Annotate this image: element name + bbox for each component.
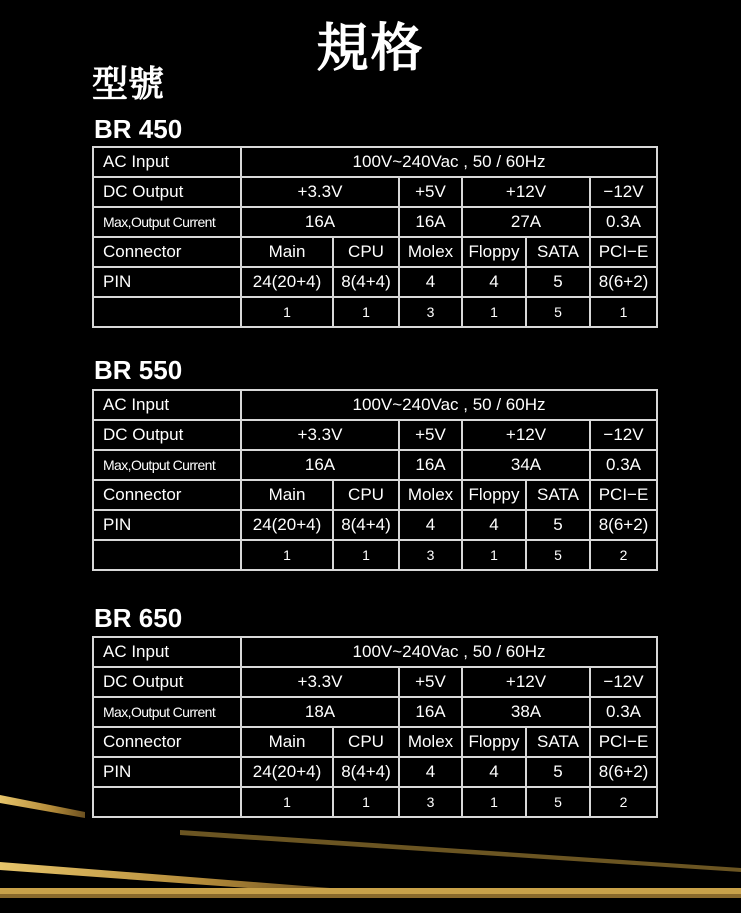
- connector-count: 1: [462, 297, 526, 327]
- row-label-max-current: Max,Output Current: [93, 450, 241, 480]
- connector-pins: 4: [462, 510, 526, 540]
- connector-pins: 5: [526, 267, 590, 297]
- rail-current: 27A: [462, 207, 590, 237]
- connector-count: 2: [590, 787, 657, 817]
- rail-current: 16A: [399, 450, 462, 480]
- page-title: 規格: [316, 19, 425, 79]
- connector-pins: 24(20+4): [241, 510, 333, 540]
- table-row: [93, 540, 657, 570]
- rail-voltage: −12V: [590, 177, 657, 207]
- connector-name: Floppy: [462, 480, 526, 510]
- row-label-connector: Connector: [93, 727, 241, 757]
- connector-count: 1: [462, 787, 526, 817]
- connector-pins: 4: [399, 510, 462, 540]
- connector-count: 3: [399, 540, 462, 570]
- rail-current: 16A: [399, 207, 462, 237]
- spec-table: [92, 389, 658, 571]
- rail-voltage: +12V: [462, 420, 590, 450]
- connector-pins: 24(20+4): [241, 267, 333, 297]
- connector-pins: 8(4+4): [333, 510, 399, 540]
- table-row: [93, 147, 657, 177]
- rail-current: 18A: [241, 697, 399, 727]
- connector-name: Floppy: [462, 237, 526, 267]
- connector-count: 1: [333, 297, 399, 327]
- row-label-dc-output: DC Output: [93, 177, 241, 207]
- table-row: [93, 757, 657, 787]
- table-row: [93, 697, 657, 727]
- spec-table: [92, 146, 658, 328]
- connector-name: CPU: [333, 727, 399, 757]
- row-label-empty: [93, 297, 241, 327]
- gold-stripe: [180, 830, 741, 872]
- connector-name: Main: [241, 237, 333, 267]
- connector-pins: 8(4+4): [333, 757, 399, 787]
- row-label-connector: Connector: [93, 480, 241, 510]
- ac-input-value: 100V~240Vac , 50 / 60Hz: [241, 637, 657, 667]
- row-label-empty: [93, 540, 241, 570]
- table-row: [93, 177, 657, 207]
- rail-voltage: +3.3V: [241, 667, 399, 697]
- table-row: [93, 207, 657, 237]
- ac-input-value: 100V~240Vac , 50 / 60Hz: [241, 390, 657, 420]
- table-row: [93, 787, 657, 817]
- connector-pins: 8(6+2): [590, 267, 657, 297]
- connector-count: 1: [462, 540, 526, 570]
- table-row: [93, 267, 657, 297]
- rail-current: 0.3A: [590, 697, 657, 727]
- row-label-ac-input: AC Input: [93, 390, 241, 420]
- row-label-pin: PIN: [93, 757, 241, 787]
- gold-band: [0, 894, 741, 898]
- connector-pins: 8(6+2): [590, 757, 657, 787]
- rail-current: 38A: [462, 697, 590, 727]
- table-row: [93, 637, 657, 667]
- row-label-max-current: Max,Output Current: [93, 207, 241, 237]
- rail-current: 16A: [241, 207, 399, 237]
- rail-current: 16A: [399, 697, 462, 727]
- connector-count: 1: [241, 297, 333, 327]
- rail-voltage: +3.3V: [241, 420, 399, 450]
- row-label-max-current: Max,Output Current: [93, 697, 241, 727]
- rail-voltage: +5V: [399, 177, 462, 207]
- row-label-dc-output: DC Output: [93, 667, 241, 697]
- rail-voltage: +12V: [462, 177, 590, 207]
- connector-pins: 5: [526, 757, 590, 787]
- connector-name: CPU: [333, 480, 399, 510]
- table-row: [93, 727, 657, 757]
- connector-name: SATA: [526, 480, 590, 510]
- connector-name: Molex: [399, 237, 462, 267]
- connector-name: Molex: [399, 480, 462, 510]
- table-row: [93, 667, 657, 697]
- connector-name: Molex: [399, 727, 462, 757]
- table-row: [93, 390, 657, 420]
- ac-input-value: 100V~240Vac , 50 / 60Hz: [241, 147, 657, 177]
- rail-voltage: +5V: [399, 420, 462, 450]
- model-name: BR 550: [94, 355, 183, 385]
- gold-band: [0, 888, 741, 894]
- table-row: [93, 237, 657, 267]
- table-row: [93, 450, 657, 480]
- connector-count: 1: [241, 787, 333, 817]
- gold-stripe: [0, 862, 330, 894]
- rail-voltage: +5V: [399, 667, 462, 697]
- row-label-pin: PIN: [93, 267, 241, 297]
- connector-count: 3: [399, 787, 462, 817]
- connector-name: PCI−E: [590, 727, 657, 757]
- connector-count: 1: [590, 297, 657, 327]
- connector-count: 1: [333, 787, 399, 817]
- connector-pins: 24(20+4): [241, 757, 333, 787]
- rail-voltage: −12V: [590, 667, 657, 697]
- connector-name: SATA: [526, 727, 590, 757]
- connector-name: SATA: [526, 237, 590, 267]
- spec-table: [92, 636, 658, 818]
- connector-pins: 5: [526, 510, 590, 540]
- connector-pins: 4: [399, 757, 462, 787]
- connector-count: 5: [526, 540, 590, 570]
- rail-voltage: −12V: [590, 420, 657, 450]
- row-label-pin: PIN: [93, 510, 241, 540]
- row-label-empty: [93, 787, 241, 817]
- row-label-dc-output: DC Output: [93, 420, 241, 450]
- connector-count: 1: [241, 540, 333, 570]
- table-row: [93, 510, 657, 540]
- connector-pins: 4: [462, 267, 526, 297]
- connector-pins: 4: [462, 757, 526, 787]
- connector-count: 2: [590, 540, 657, 570]
- connector-count: 5: [526, 297, 590, 327]
- rail-current: 0.3A: [590, 450, 657, 480]
- table-row: [93, 420, 657, 450]
- connector-count: 5: [526, 787, 590, 817]
- table-row: [93, 480, 657, 510]
- connector-name: Main: [241, 727, 333, 757]
- rail-voltage: +12V: [462, 667, 590, 697]
- connector-pins: 4: [399, 267, 462, 297]
- connector-name: Floppy: [462, 727, 526, 757]
- rail-current: 16A: [241, 450, 399, 480]
- connector-name: Main: [241, 480, 333, 510]
- connector-count: 3: [399, 297, 462, 327]
- connector-count: 1: [333, 540, 399, 570]
- connector-pins: 8(4+4): [333, 267, 399, 297]
- row-label-ac-input: AC Input: [93, 637, 241, 667]
- table-row: [93, 297, 657, 327]
- rail-voltage: +3.3V: [241, 177, 399, 207]
- model-name: BR 450: [94, 114, 183, 144]
- connector-pins: 8(6+2): [590, 510, 657, 540]
- connector-name: PCI−E: [590, 237, 657, 267]
- rail-current: 34A: [462, 450, 590, 480]
- gold-stripe: [0, 795, 85, 818]
- row-label-connector: Connector: [93, 237, 241, 267]
- row-label-ac-input: AC Input: [93, 147, 241, 177]
- connector-name: PCI−E: [590, 480, 657, 510]
- model-name: BR 650: [94, 603, 183, 633]
- rail-current: 0.3A: [590, 207, 657, 237]
- connector-name: CPU: [333, 237, 399, 267]
- model-heading: 型號: [92, 64, 165, 105]
